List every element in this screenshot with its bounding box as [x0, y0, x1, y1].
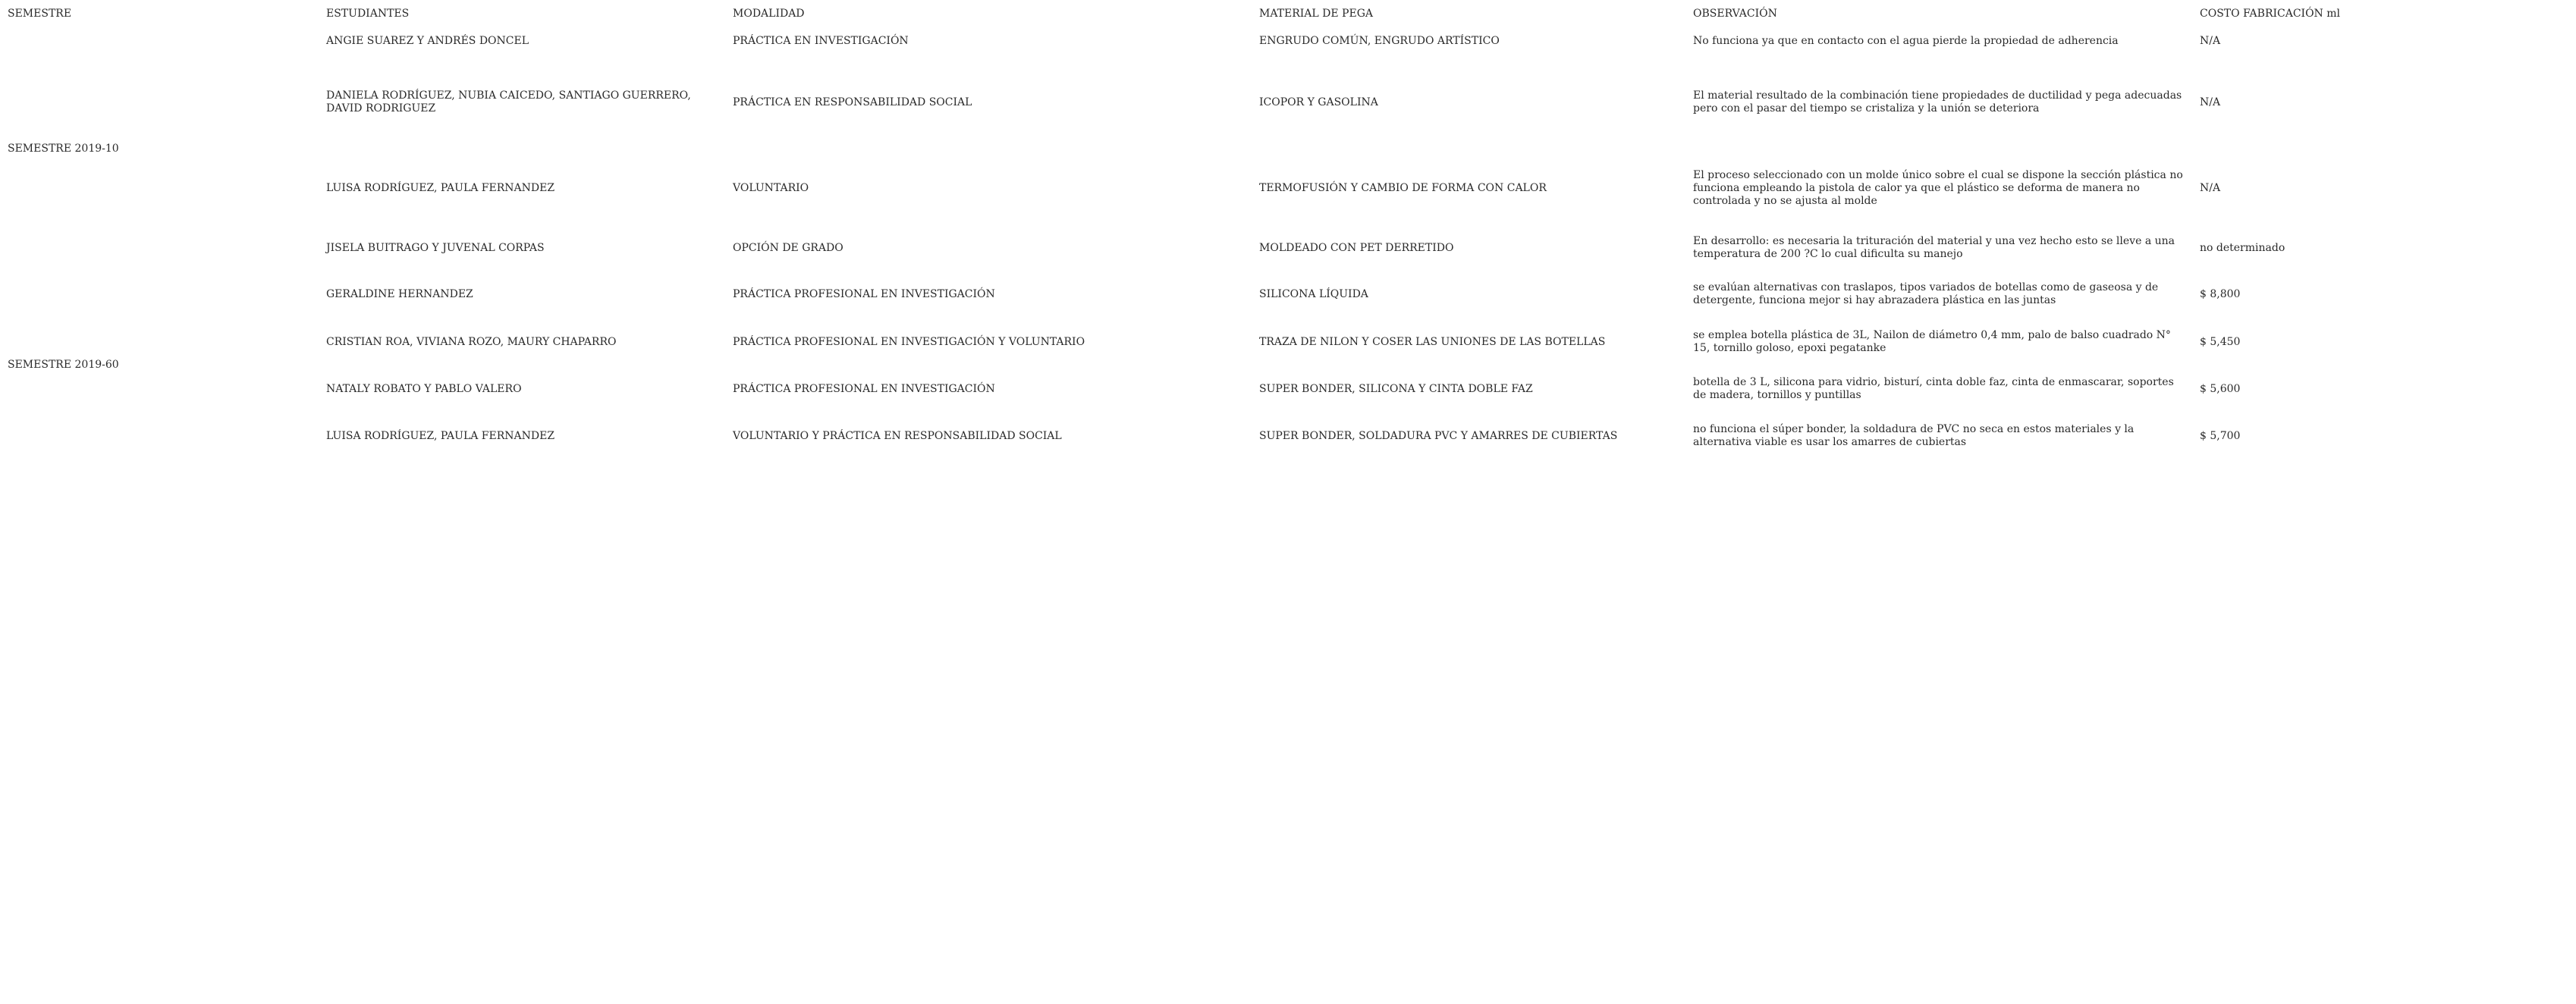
observation-cell: no funciona el súper bonder, la soldadura de PVC no seca en estos materiales y la alternativa viable es usar los amarres de cubiertas [1693, 423, 2135, 448]
cost-cell: $ 5,700 [2200, 429, 2241, 442]
modality-cell: VOLUNTARIO [733, 181, 809, 194]
students-cell: ANGIE SUAREZ Y ANDRÉS DONCEL [326, 34, 529, 47]
table-row [0, 150, 2359, 226]
modality-cell: PRÁCTICA PROFESIONAL EN INVESTIGACIÓN [733, 287, 995, 300]
header-observacion: OBSERVACIÓN [1693, 7, 1777, 20]
header-estudiantes: ESTUDIANTES [326, 7, 410, 20]
observation-cell: No funciona ya que en contacto con el agua pierde la propiedad de adherencia [1693, 34, 2119, 47]
cost-cell: $ 8,800 [2200, 287, 2241, 300]
students-cell: LUISA RODRÍGUEZ, PAULA FERNANDEZ [326, 429, 555, 442]
cost-cell: $ 5,600 [2200, 382, 2241, 395]
observation-cell: botella de 3 L, silicona para vidrio, bisturí, cinta doble faz, cinta de enmascarar, soportes de madera, tornillos y puntillas [1693, 376, 2174, 401]
table-row [0, 27, 2359, 55]
observation-cell: se evalúan alternativas con traslapos, tipos variados de botellas como de gaseosa y de detergente, funciona mejor si hay abrazadera plástica en las juntas [1693, 281, 2159, 306]
table-row [0, 55, 2359, 150]
header-row [0, 0, 2359, 27]
observation-cell: El material resultado de la combinación tiene propiedades de ductilidad y pega adecuadas pero con el pasar del tiempo se cristaliza y la unión se deteriora [1693, 89, 2182, 115]
material-cell: MOLDEADO CON PET DERRETIDO [1259, 241, 1454, 254]
students-cell: LUISA RODRÍGUEZ, PAULA FERNANDEZ [326, 181, 555, 194]
cost-cell: $ 5,450 [2200, 335, 2241, 348]
material-cell: ENGRUDO COMÚN, ENGRUDO ARTÍSTICO [1259, 34, 1500, 47]
material-cell: SUPER BONDER, SOLDADURA PVC Y AMARRES DE CUBIERTAS [1259, 429, 1618, 442]
table-row [0, 318, 2359, 366]
results-table [0, 0, 2359, 460]
material-cell: ICOPOR Y GASOLINA [1259, 96, 1378, 108]
students-cell: NATALY ROBATO Y PABLO VALERO [326, 382, 522, 395]
students-cell: CRISTIAN ROA, VIVIANA ROZO, MAURY CHAPARRO [326, 335, 617, 348]
table-row [0, 226, 2359, 270]
students-cell: DANIELA RODRÍGUEZ, NUBIA CAICEDO, SANTIAGO GUERRERO, DAVID RODRIGUEZ [326, 89, 691, 115]
observation-cell: En desarrollo: es necesaria la trituración del material y una vez hecho esto se lleve a una temperatura de 200 ?C lo cual dificulta su manejo [1693, 235, 2175, 260]
cost-cell: N/A [2200, 181, 2221, 194]
modality-cell: PRÁCTICA EN INVESTIGACIÓN [733, 34, 909, 47]
table-row [0, 413, 2359, 460]
students-cell: JISELA BUITRAGO Y JUVENAL CORPAS [326, 241, 545, 254]
semester-cell: SEMESTRE 2019-60 [8, 358, 119, 371]
modality-cell: PRÁCTICA PROFESIONAL EN INVESTIGACIÓN [733, 382, 995, 395]
material-cell: TERMOFUSIÓN Y CAMBIO DE FORMA CON CALOR [1259, 181, 1547, 194]
cost-cell: N/A [2200, 34, 2221, 47]
table-row [0, 366, 2359, 413]
material-cell: TRAZA DE NILON Y COSER LAS UNIONES DE LAS BOTELLAS [1259, 335, 1606, 348]
students-cell: GERALDINE HERNANDEZ [326, 287, 473, 300]
cost-cell: no determinado [2200, 241, 2285, 254]
header-material: MATERIAL DE PEGA [1259, 7, 1373, 20]
header-costo: COSTO FABRICACIÓN ml [2200, 7, 2341, 20]
observation-cell: se emplea botella plástica de 3L, Nailon de diámetro 0,4 mm, palo de balso cuadrado N° 15, tornillo goloso, epoxi pegatanke [1693, 329, 2171, 354]
table-row [0, 270, 2359, 318]
material-cell: SUPER BONDER, SILICONA Y CINTA DOBLE FAZ [1259, 382, 1533, 395]
modality-cell: PRÁCTICA PROFESIONAL EN INVESTIGACIÓN Y VOLUNTARIO [733, 335, 1085, 348]
observation-cell: El proceso seleccionado con un molde único sobre el cual se dispone la sección plástica no funciona empleando la pistola de calor ya que el plástico se deforma de manera no controlada y no se ajusta al molde [1693, 168, 2183, 207]
modality-cell: PRÁCTICA EN RESPONSABILIDAD SOCIAL [733, 96, 972, 108]
modality-cell: OPCIÓN DE GRADO [733, 241, 843, 254]
cost-cell: N/A [2200, 96, 2221, 108]
header-modalidad: MODALIDAD [733, 7, 805, 20]
header-semestre: SEMESTRE [8, 7, 72, 20]
material-cell: SILICONA LÍQUIDA [1259, 287, 1368, 300]
modality-cell: VOLUNTARIO Y PRÁCTICA EN RESPONSABILIDAD SOCIAL [733, 429, 1062, 442]
semester-cell: SEMESTRE 2019-10 [8, 142, 119, 155]
